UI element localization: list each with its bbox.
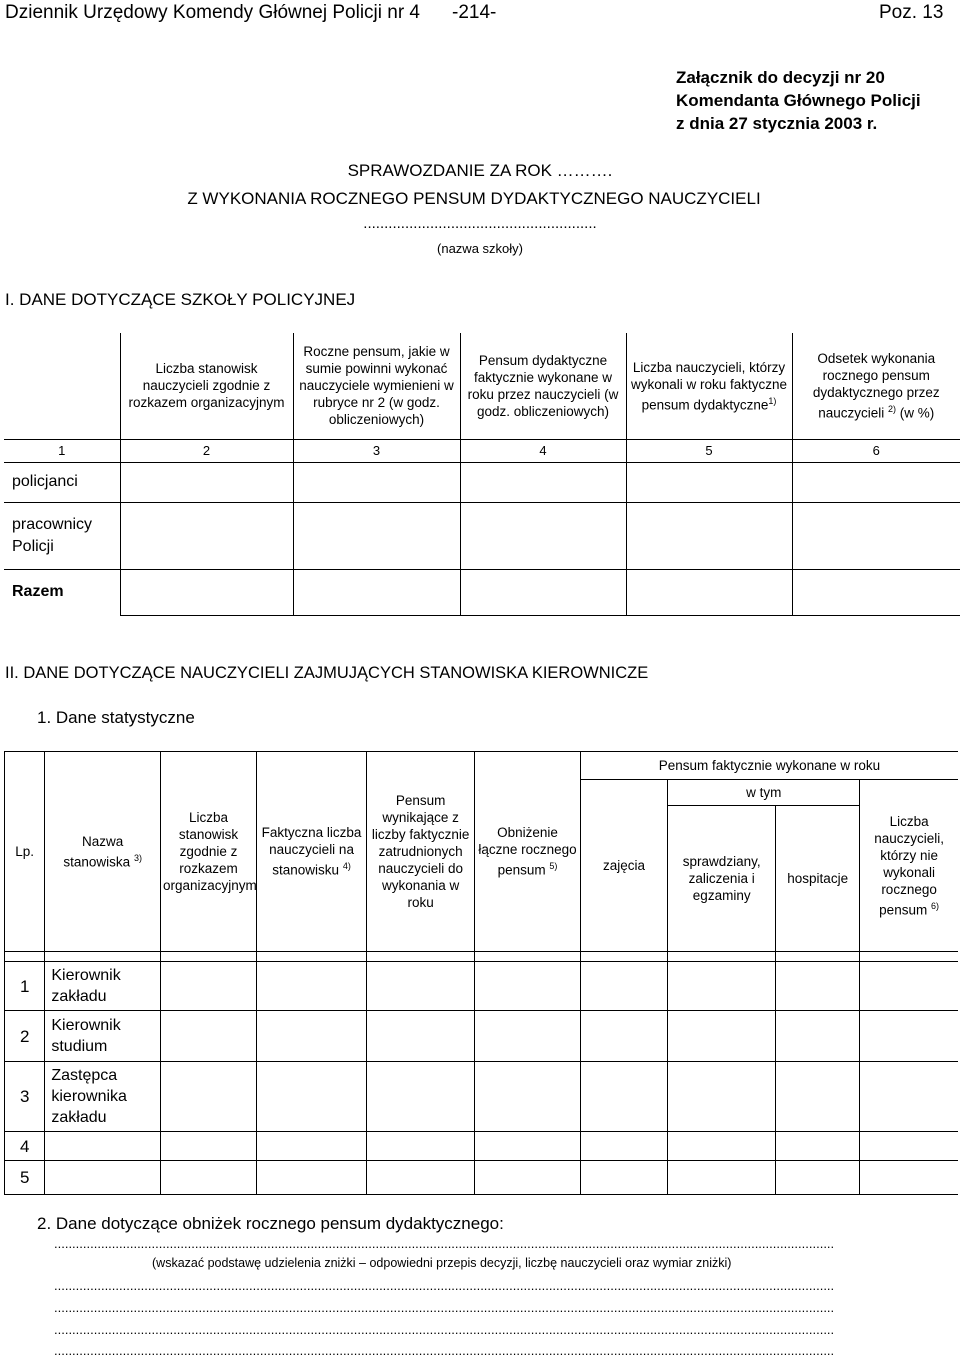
row-lp: 1 xyxy=(5,962,45,1011)
col-number-1: 1 xyxy=(4,439,120,462)
col-header-pensum: Pensum wynikające z liczby faktycznie zatrudnionych nauczycieli do wykonania w roku xyxy=(367,752,475,952)
data-cell xyxy=(475,1161,581,1195)
col-header-positions: Liczba stanowisk nauczycieli zgodnie z rozkazem organizacyjnym xyxy=(120,333,293,439)
col-header-lp: Lp. xyxy=(5,752,45,952)
data-cell xyxy=(120,569,293,615)
reduction-note: (wskazać podstawę udzielenia zniżki – odpowiedni przepis decyzji, liczbę nauczycieli oraz wymiar zniżki) xyxy=(152,1256,732,1270)
annex-line-3: z dnia 27 stycznia 2003 r. xyxy=(676,114,878,133)
data-cell xyxy=(293,502,460,569)
row-position-name: Kierownik studium xyxy=(45,1011,161,1062)
spacer-cell xyxy=(367,952,475,962)
data-cell xyxy=(776,962,860,1011)
spacer-cell xyxy=(668,952,776,962)
data-cell xyxy=(626,502,792,569)
data-cell xyxy=(792,462,960,502)
section-2-sub-1: 1. Dane statystyczne xyxy=(37,708,195,727)
col-header-teachers-completed xyxy=(626,333,792,439)
row-position-name xyxy=(45,1132,161,1161)
data-cell xyxy=(580,1011,667,1062)
table-row xyxy=(5,962,959,1011)
report-subtitle: Z WYKONANIA ROCZNEGO PENSUM DYDAKTYCZNEGO NAUCZYCIELI xyxy=(187,189,761,208)
data-cell xyxy=(580,962,667,1011)
dotted-line: ........................................................................................................................................................................................................................ xyxy=(54,1236,835,1251)
col-header-teachers-incomplete xyxy=(860,780,958,952)
col-header-reduction-text: Obniżenie łączne rocznego pensum xyxy=(478,825,577,878)
data-cell xyxy=(776,1011,860,1062)
annex-line-1: Załącznik do decyzji nr 20 xyxy=(676,68,885,87)
data-cell xyxy=(776,1161,860,1195)
data-cell xyxy=(475,1132,581,1161)
page-number: -214- xyxy=(452,2,497,23)
spacer-cell xyxy=(256,952,366,962)
data-cell xyxy=(460,569,626,615)
data-cell xyxy=(293,569,460,615)
school-data-table xyxy=(4,333,960,616)
data-cell xyxy=(120,502,293,569)
col-header-completion-unit: (w %) xyxy=(899,405,935,421)
data-cell xyxy=(367,1132,475,1161)
col-header-performed-group: Pensum faktycznie wykonane w roku xyxy=(580,752,958,780)
data-cell xyxy=(580,1062,667,1132)
footnote-2: 2) xyxy=(888,404,897,414)
row-lp: 5 xyxy=(5,1161,45,1195)
data-cell xyxy=(293,462,460,502)
section-2-sub-2: 2. Dane dotyczące obniżek rocznego pensum dydaktycznego: xyxy=(37,1214,504,1233)
footnote-6: 6) xyxy=(930,900,939,911)
data-cell xyxy=(367,962,475,1011)
report-title: SPRAWOZDANIE ZA ROK ………. xyxy=(347,161,613,180)
spacer-cell xyxy=(5,952,45,962)
school-name-dots: ........................................................ xyxy=(363,215,597,232)
position-number: Poz. 13 xyxy=(879,2,944,23)
data-cell xyxy=(668,1062,776,1132)
data-cell xyxy=(668,1011,776,1062)
data-cell xyxy=(860,1161,958,1195)
col-header-classes: zajęcia xyxy=(580,780,667,952)
data-cell xyxy=(475,962,581,1011)
table-row xyxy=(5,1132,959,1161)
data-cell xyxy=(668,1132,776,1161)
footnote-3: 3) xyxy=(133,852,142,863)
data-cell xyxy=(160,1161,256,1195)
spacer-cell xyxy=(580,952,667,962)
footnote-5: 5) xyxy=(549,861,558,872)
spacer-cell xyxy=(45,952,161,962)
footnote-4: 4) xyxy=(342,861,351,872)
data-cell xyxy=(460,502,626,569)
spacer-cell xyxy=(160,952,256,962)
data-cell xyxy=(776,1132,860,1161)
col-number-5: 5 xyxy=(626,439,792,462)
row-label-policemen: policjanci xyxy=(4,462,120,502)
data-cell xyxy=(475,1011,581,1062)
spacer-cell xyxy=(475,952,581,962)
col-header-required-pensum: Roczne pensum, jakie w sumie powinni wykonać nauczyciele wymienieni w rubryce nr 2 (w godz. obliczeniowych) xyxy=(293,333,460,439)
data-cell xyxy=(256,1161,366,1195)
school-name-caption: (nazwa szkoły) xyxy=(437,241,523,256)
data-cell xyxy=(160,1011,256,1062)
row-position-name xyxy=(45,1161,161,1195)
data-cell xyxy=(460,462,626,502)
col-number-2: 2 xyxy=(120,439,293,462)
management-table xyxy=(4,751,958,1195)
col-header-checking: sprawdziany, zaliczenia i egzaminy xyxy=(668,806,776,952)
journal-title: Dziennik Urzędowy Komendy Głównej Policji nr 4 xyxy=(5,2,421,23)
data-cell xyxy=(580,1132,667,1161)
footnote-1: 1) xyxy=(768,395,777,406)
row-position-name: Kierownik zakładu xyxy=(45,962,161,1011)
data-cell xyxy=(668,962,776,1011)
spacer-cell xyxy=(860,952,958,962)
data-cell xyxy=(256,1011,366,1062)
row-lp: 2 xyxy=(5,1011,45,1062)
col-header-actual-teachers-text: Faktyczna liczba nauczycieli na stanowisku xyxy=(261,825,362,878)
data-cell xyxy=(626,569,792,615)
row-label-total: Razem xyxy=(4,569,120,615)
col-header-positions-count: Liczba stanowisk zgodnie z rozkazem organizacyjnym xyxy=(160,752,256,952)
corner-cell xyxy=(4,333,120,439)
col-number-3: 3 xyxy=(293,439,460,462)
table-row xyxy=(5,1011,959,1062)
data-cell xyxy=(256,1062,366,1132)
data-cell xyxy=(160,1062,256,1132)
dotted-line: ........................................................................................................................................................................................................................ xyxy=(54,1322,835,1337)
col-header-actual-teachers xyxy=(256,752,366,952)
data-cell xyxy=(120,462,293,502)
data-cell xyxy=(475,1062,581,1132)
data-cell xyxy=(256,1132,366,1161)
col-header-position-name xyxy=(45,752,161,952)
col-header-inspections: hospitacje xyxy=(776,806,860,952)
data-cell xyxy=(860,1132,958,1161)
data-cell xyxy=(626,462,792,502)
data-cell xyxy=(776,1062,860,1132)
dotted-line: ........................................................................................................................................................................................................................ xyxy=(54,1278,835,1293)
section-1-heading: I. DANE DOTYCZĄCE SZKOŁY POLICYJNEJ xyxy=(5,290,356,309)
col-number-6: 6 xyxy=(792,439,960,462)
data-cell xyxy=(367,1011,475,1062)
data-cell xyxy=(160,962,256,1011)
col-header-completion-rate xyxy=(792,333,960,439)
data-cell xyxy=(580,1161,667,1195)
data-cell xyxy=(792,502,960,569)
row-lp: 3 xyxy=(5,1062,45,1132)
data-cell xyxy=(256,962,366,1011)
data-cell xyxy=(860,1011,958,1062)
data-cell xyxy=(860,1062,958,1132)
row-position-name: Zastępca kierownika zakładu xyxy=(45,1062,161,1132)
col-header-teachers-completed-text: Liczba nauczycieli, którzy wykonali w roku faktyczne pensum dydaktyczne xyxy=(630,359,788,412)
col-number-4: 4 xyxy=(460,439,626,462)
col-header-position-name-text: Nazwa stanowiska xyxy=(63,833,131,870)
col-header-completion-rate-text: Odsetek wykonania rocznego pensum dydaktycznego przez nauczycieli xyxy=(812,351,940,421)
spacer-cell xyxy=(776,952,860,962)
dotted-line: ........................................................................................................................................................................................................................ xyxy=(54,1343,835,1358)
data-cell xyxy=(367,1062,475,1132)
col-header-performed-pensum: Pensum dydaktyczne faktycznie wykonane w roku przez nauczycieli (w godz. obliczeniowych) xyxy=(460,333,626,439)
dotted-line: ........................................................................................................................................................................................................................ xyxy=(54,1300,835,1315)
data-cell xyxy=(860,962,958,1011)
data-cell xyxy=(160,1132,256,1161)
section-2-heading: II. DANE DOTYCZĄCE NAUCZYCIELI ZAJMUJĄCYCH STANOWISKA KIEROWNICZE xyxy=(5,664,649,682)
data-cell xyxy=(668,1161,776,1195)
row-label-employees: pracownicy Policji xyxy=(4,502,120,569)
table-row xyxy=(5,1161,959,1195)
annex-line-2: Komendanta Głównego Policji xyxy=(676,91,921,110)
col-header-teachers-incomplete-text: Liczba nauczycieli, którzy nie wykonali rocznego pensum xyxy=(874,813,944,918)
table-row xyxy=(5,1062,959,1132)
col-header-reduction xyxy=(475,752,581,952)
data-cell xyxy=(792,569,960,615)
row-lp: 4 xyxy=(5,1132,45,1161)
col-header-of-which: w tym xyxy=(668,780,860,806)
data-cell xyxy=(367,1161,475,1195)
